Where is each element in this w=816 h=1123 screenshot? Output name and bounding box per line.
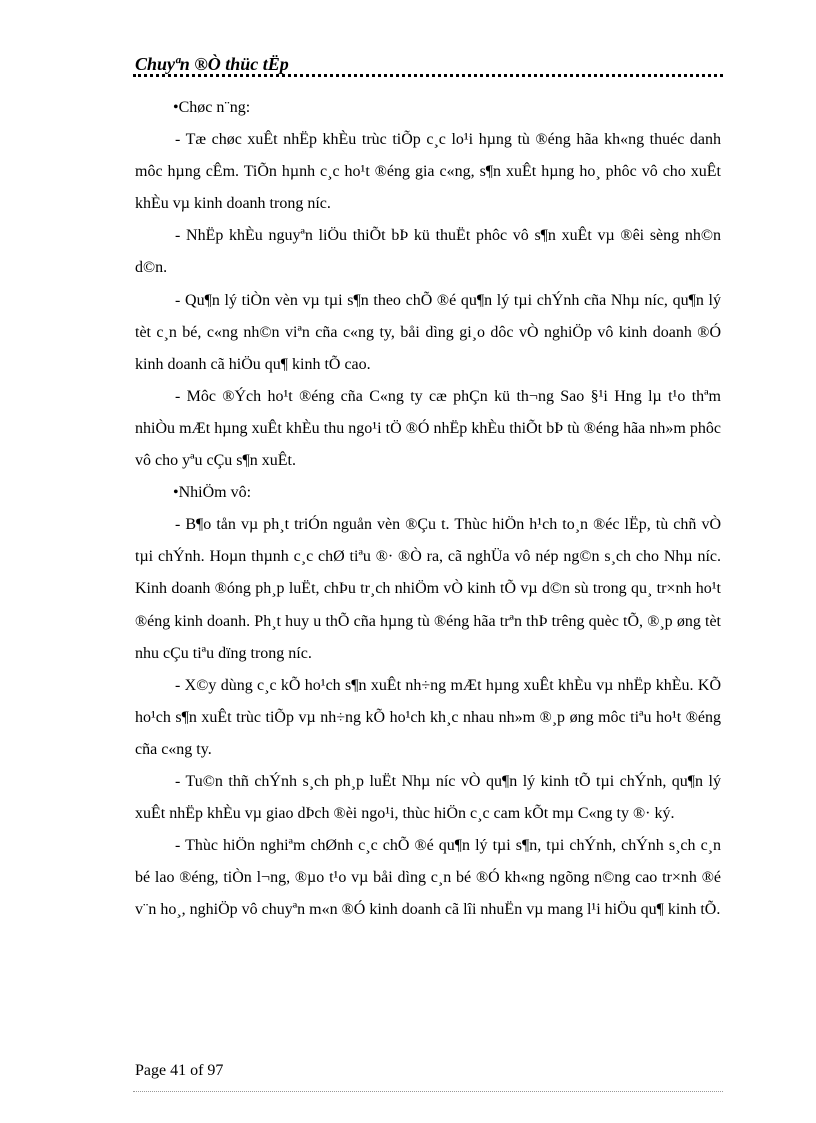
body-paragraph: - B¶o tån vµ ph¸t triÓn nguån vèn ®Çu t. Thùc hiÖn h¹ch to¸n ®éc lËp, tù chñ vÒ tµi chÝnh. Hoµn thµnh c¸c chØ tiªu ®· ®Ò ra, cã nghÜa vô nép ng©n s¸ch cho Nhµ níc. Kinh doanh ®óng ph¸p luËt, chÞu tr¸ch nhiÖm vÒ kinh tÕ vµ d©n sù trong qu¸ tr×nh ho¹t ®éng kinh doanh. Ph¸t huy u thÕ cña hµng tù ®éng hãa trªn thÞ trêng quèc tÕ, ®¸p øng tèt nhu cÇu tiªu dïng trong níc. xyxy=(135,516,721,662)
body-paragraph: - NhËp khÈu nguyªn liÖu thiÕt bÞ kü thuËt phôc vô s¶n xuÊt vµ ®êi sèng nh©n d©n. xyxy=(135,227,721,277)
body-paragraph: - Môc ®Ých ho¹t ®éng cña C«ng ty cæ phÇn kü th¬ng Sao §¹i Hng lµ t¹o thªm nhiÒu mÆt hµng xuÊt khÈu thu ngo¹i tÖ ®Ó nhËp khÈu thiÕt bÞ tù ®éng hãa nh»m phôc vô cho yªu cÇu s¶n xuÊt. xyxy=(135,387,721,470)
body-paragraph: - Qu¶n lý tiÒn vèn vµ tµi s¶n theo chÕ ®é qu¶n lý tµi chÝnh cña Nhµ níc, qu¶n lý tèt c¸n bé, c«ng nh©n viªn cña c«ng ty, båi dìng gi¸o dôc vÒ nghiÖp vô kinh doanh ®Ó kinh doanh cã hiÖu qu¶ kinh tÕ cao. xyxy=(135,291,721,373)
page-number: Page 41 of 97 xyxy=(135,1062,224,1079)
body-paragraph: - Thùc hiÖn nghiªm chØnh c¸c chÕ ®é qu¶n lý tµi s¶n, tµi chÝnh, chÝnh s¸ch c¸n bé lao ®éng, tiÒn l¬ng, ®µo t¹o vµ båi dìng c¸n bé ®Ó kh«ng ngõng n©ng cao tr×nh ®é v¨n ho¸, nghiÖp vô chuyªn m«n ®Ó kinh doanh cã lîi nhuËn vµ mang l¹i hiÖu qu¶ kinh tÕ. xyxy=(135,837,721,919)
body-paragraph: - X©y dùng c¸c kÕ ho¹ch s¶n xuÊt nh÷ng mÆt hµng xuÊt khÈu vµ nhËp khÈu. KÕ ho¹ch s¶n xuÊt trùc tiÕp vµ nh÷ng kÕ ho¹ch kh¸c nhau nh»m ®¸p øng môc tiªu ho¹t ®éng cña c«ng ty. xyxy=(135,676,721,758)
header-dotted-rule xyxy=(133,74,723,77)
footer-dotted-rule xyxy=(133,1091,723,1092)
section-heading-functions: •Chøc n¨ng: xyxy=(173,99,251,116)
body-paragraph: - Tu©n thñ chÝnh s¸ch ph¸p luËt Nhµ níc vÒ qu¶n lý kinh tÕ tµi chÝnh, qu¶n lý xuÊt nhËp khÈu vµ giao dÞch ®èi ngo¹i, thùc hiÖn c¸c cam kÕt mµ C«ng ty ®· ký. xyxy=(135,772,721,823)
body-paragraph: - Tæ chøc xuÊt nhËp khÈu trùc tiÕp c¸c lo¹i hµng tù ®éng hãa kh«ng thuéc danh môc hµng cÊm. TiÕn hµnh c¸c ho¹t ®éng gia c«ng, s¶n xuÊt hµng ho¸ phôc vô cho xuÊt khÈu vµ kinh doanh trong níc. xyxy=(135,131,721,213)
document-header-title: Chuyªn ®Ò thüc tËp xyxy=(135,54,289,74)
section-heading-duties: •NhiÖm vô: xyxy=(173,484,252,502)
document-body xyxy=(135,92,721,926)
